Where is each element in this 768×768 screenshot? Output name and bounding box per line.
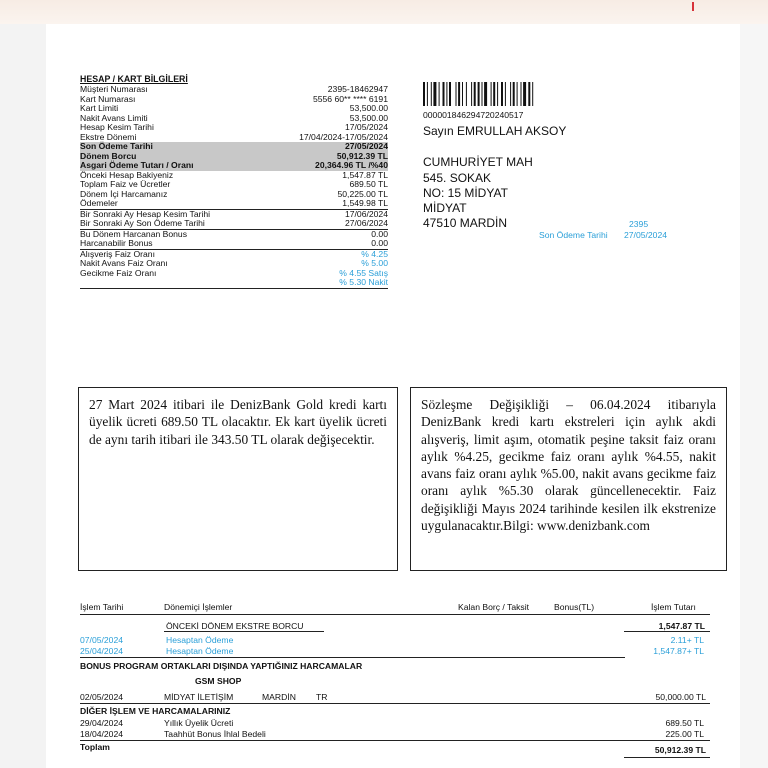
barcode-bar [513,82,515,106]
notice-contract-change: Sözleşme Değişikliği – 06.04.2024 itibarıyla DenizBank kredi kartı ekstreleri için aylık akdi alışveriş, limit aşım, otomatik peşine taksit faiz oranı aylık %4.25, gecikme faiz oranı aylık %4.55, nakit avans faiz oranı aylık %5.00, nakit avans gecikme faiz oranı aylık %5.30 olarak güncellenecektir. Faiz değişikliği Mayıs 2024 tarihinde kesilen ilk ekstrenize uygulanacaktır.Bilgi: www.denizbank.com [410,387,727,571]
due-date-label: Son Ödeme Tarihi [539,230,608,240]
page-top-band [0,0,768,24]
payment-1-amount: 2.11+ TL [670,635,704,645]
barcode-bar [523,82,526,106]
address-line-5: 47510 MARDİN [423,216,508,230]
barcode-bar [491,82,492,106]
address-line-1: CUMHURİYET MAH [423,155,533,169]
barcode [423,82,577,106]
summary-row-next-statement-date: Bir Sonraki Ay Hesap Kesim Tarihi 17/06/2024 [80,208,388,219]
page-right-margin [740,24,768,768]
barcode-bar [478,82,480,106]
barcode-bar [449,82,451,106]
header-divider [80,614,710,615]
payment-2-amount: 1,547.87+ TL [653,646,704,656]
barcode-bar [471,82,472,106]
customer-greeting: Sayın EMRULLAH AKSOY [423,124,567,138]
barcode-bar [497,82,498,106]
barcode-bar [443,82,445,106]
purchase-merchant: MİDYAT İLETİŞİM [164,692,234,702]
col-header-remaining: Kalan Borç / Taksit [458,602,530,612]
barcode-bar [501,82,503,106]
total-divider [80,740,710,741]
summary-row-period-spending: Dönem İçi Harcamanız 50,225.00 TL [80,188,388,199]
barcode-bar [484,82,487,106]
payment-1-desc: Hesaptan Ödeme [166,635,234,645]
address-line-4: MİDYAT [423,201,467,215]
purchase-date: 02/05/2024 [80,692,124,702]
summary-row-previous-balance: Önceki Hesap Bakiyeniz 1,547.87 TL [80,169,388,180]
summary-row-late-rate: Gecikme Faiz Oranı % 4.55 Satış [80,267,388,278]
col-header-desc: Dönemiçi İşlemler [164,602,233,612]
purchase-divider [80,703,710,704]
payments-divider [80,657,625,658]
barcode-bar [433,82,436,106]
payment-2-date: 25/04/2024 [80,646,124,656]
summary-row-due-date: Son Ödeme Tarihi 27/05/2024 [80,141,388,151]
page-left-margin [0,24,46,768]
bonus-section-title: BONUS PROGRAM ORTAKLARI DIŞINDA YAPTIĞINIZ HARCAMALAR [80,661,363,671]
summary-row-customer-number: Müşteri Numarası 2395-18462947 [80,84,388,94]
summary-row-minimum-payment: Asgari Ödeme Tutarı / Oranı 20,364.96 TL /%40 [80,160,388,170]
summary-row-interest-fees: Toplam Faiz ve Ücretler 689.50 TL [80,179,388,189]
barcode-bar [505,82,506,106]
address-line-3: NO: 15 MİDYAT [423,186,508,200]
summary-row-cash-limit: Nakit Avans Limiti 53,500.00 [80,112,388,123]
purchase-amount: 50,000.00 TL [655,692,706,702]
barcode-number: 000001846294720240517 [423,110,524,120]
barcode-bar [510,82,511,106]
summary-row-cash-rate: Nakit Avans Faiz Oranı % 5.00 [80,258,388,268]
barcode-bar [493,82,495,106]
barcode-bar [532,82,533,106]
total-amount: 50,912.39 TL [654,745,706,755]
barcode-bar [446,82,447,106]
branch-code: 2395 [629,219,649,229]
other-1-desc: Yıllık Üyelik Ücreti [164,718,234,728]
purchase-city: MARDİN [262,692,296,702]
barcode-bar [517,82,518,106]
total-underline [624,757,710,758]
due-date-value: 27/05/2024 [624,230,668,240]
barcode-bar [439,82,440,106]
barcode-bar [521,82,522,106]
notice-membership-fee: 27 Mart 2024 itibari ile DenizBank Gold kredi kartı üyelik ücreti 689.50 TL olacaktır. Ek kart üyelik ücreti de aynı tarih itibari ile 343.50 TL olarak değişecektir. [78,387,398,571]
summary-row-period-debt: Dönem Borcu 50,912.39 TL [80,150,388,161]
summary-row-card-number: Kart Numarası 5556 60** **** 6191 [80,93,388,104]
purchase-country: TR [316,692,328,702]
barcode-bar [427,82,428,106]
other-section-title: DİĞER İŞLEM VE HARCAMALARINIZ [80,706,231,716]
total-label: Toplam [80,742,110,752]
prev-debt-label: ÖNCEKİ DÖNEM EKSTRE BORCU [166,621,304,631]
summary-row-statement-date: Hesap Kesim Tarihi 17/05/2024 [80,122,388,132]
address-line-2: 545. SOKAK [423,171,492,185]
barcode-bar [456,82,457,106]
bonus-group-title: GSM SHOP [195,676,242,686]
barcode-bar [482,82,483,106]
summary-title: HESAP / KART BİLGİLERİ [80,74,188,84]
brand-mark [692,2,694,11]
barcode-bar [462,82,463,106]
summary-row-bonus-spent: Bu Dönem Harcanan Bonus 0.00 [80,228,388,239]
account-summary [80,74,388,289]
prev-debt-amount: 1,547.87 TL [658,621,705,631]
summary-row-purchase-rate: Alışveriş Faiz Oranı % 4.25 [80,248,388,259]
col-header-amount: İşlem Tutarı [651,602,696,612]
other-1-date: 29/04/2024 [80,718,124,728]
barcode-bar [474,82,476,106]
summary-row-card-limit: Kart Limiti 53,500.00 [80,103,388,113]
other-2-date: 18/04/2024 [80,729,124,739]
other-2-desc: Taahhüt Bonus İhlal Bedeli [164,729,266,739]
barcode-bar [528,82,530,106]
summary-row-payments: Ödemeler 1,549.98 TL [80,198,388,208]
summary-row-late-rate-cash: % 5.30 Nakit [80,278,388,289]
barcode-bar [431,82,432,106]
summary-row-statement-period: Ekstre Dönemi 17/04/2024-17/05/2024 [80,131,388,142]
payment-2-desc: Hesaptan Ödeme [166,646,234,656]
barcode-bar [466,82,467,106]
summary-row-next-due-date: Bir Sonraki Ay Son Ödeme Tarihi 27/06/2024 [80,218,388,228]
other-1-amount: 689.50 TL [665,718,704,728]
prev-debt-amount-underline [624,631,710,632]
summary-row-bonus-available: Harcanabilir Bonus 0.00 [80,238,388,248]
other-2-amount: 225.00 TL [665,729,704,739]
prev-debt-underline [164,631,324,632]
barcode-bar [423,82,425,106]
col-header-date: İşlem Tarihi [80,602,124,612]
barcode-bar [458,82,460,106]
payment-1-date: 07/05/2024 [80,635,124,645]
col-header-bonus: Bonus(TL) [554,602,595,612]
